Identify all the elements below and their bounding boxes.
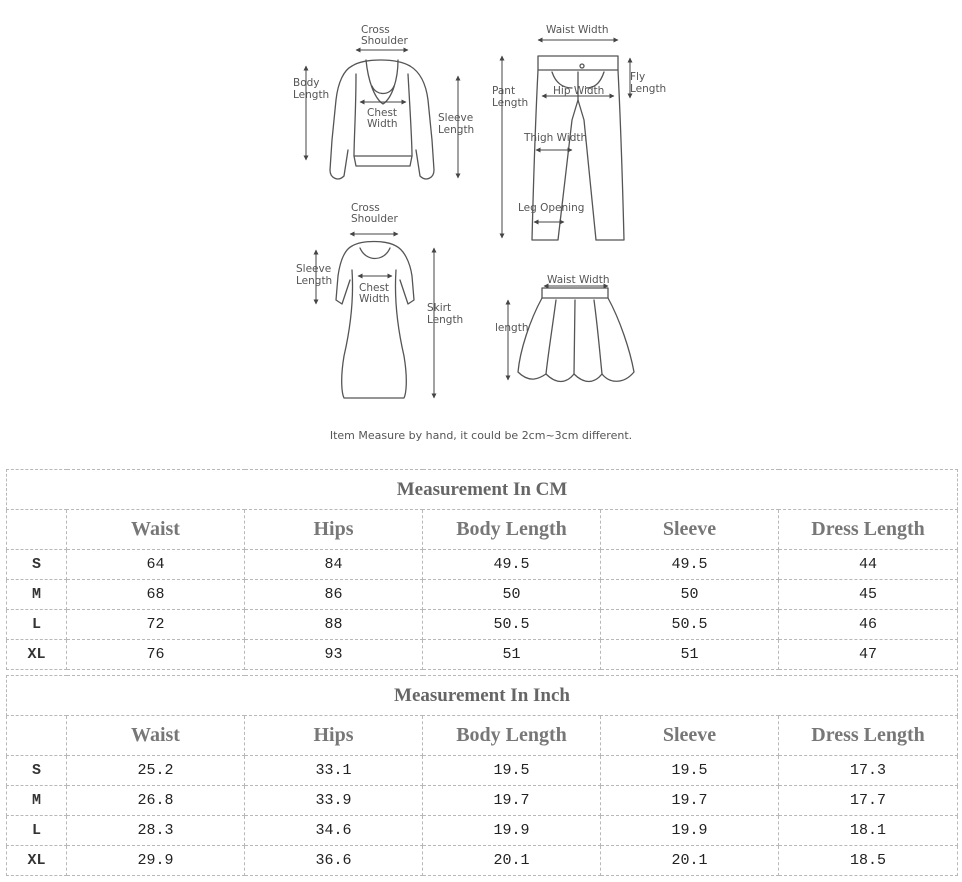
cell-waist: 72 <box>67 610 245 640</box>
label-dress-chest-width-1: Chest <box>359 282 390 294</box>
label-top-body-length-2: Length <box>293 89 330 101</box>
cell-dress-length: 46 <box>779 610 958 640</box>
cell-dress-length: 44 <box>779 550 958 580</box>
header-sleeve: Sleeve <box>601 510 779 550</box>
table-row <box>7 550 958 580</box>
table-row <box>7 756 958 786</box>
label-dress-cross-shoulder-1: Cross <box>351 202 380 214</box>
label-pants-fly-length-1: Fly <box>630 71 646 83</box>
size-label: XL <box>7 846 67 876</box>
cell-hips: 33.9 <box>245 786 423 816</box>
cell-sleeve: 51 <box>601 640 779 670</box>
label-pants-pant-length-2: Length <box>492 97 529 109</box>
header-cell <box>7 716 67 756</box>
label-pants-pant-length-1: Pant <box>492 85 516 97</box>
cell-body-length: 49.5 <box>423 550 601 580</box>
label-pants-leg-opening: Leg Opening <box>518 202 585 214</box>
size-label: XL <box>7 640 67 670</box>
label-skirt-waist-width: Waist Width <box>547 274 610 286</box>
cell-dress-length: 47 <box>779 640 958 670</box>
cell-hips: 88 <box>245 610 423 640</box>
measure-note: Item Measure by hand, it could be 2cm~3cm different. <box>329 429 633 442</box>
header-hips: Hips <box>245 510 423 550</box>
cell-sleeve: 50.5 <box>601 610 779 640</box>
label-top-sleeve-length-2: Length <box>438 124 475 136</box>
size-label: L <box>7 816 67 846</box>
cell-sleeve: 49.5 <box>601 550 779 580</box>
label-top-body-length-1: Body <box>293 77 320 89</box>
skirt-icon <box>518 288 634 382</box>
header-dress-length: Dress Length <box>779 510 958 550</box>
cell-dress-length: 17.3 <box>779 756 958 786</box>
cell-hips: 86 <box>245 580 423 610</box>
cell-sleeve: 19.7 <box>601 786 779 816</box>
cell-sleeve: 50 <box>601 580 779 610</box>
cell-body-length: 19.7 <box>423 786 601 816</box>
size-label: M <box>7 580 67 610</box>
label-top-cross-shoulder-2: Shoulder <box>361 35 408 47</box>
header-hips: Hips <box>245 716 423 756</box>
cell-hips: 93 <box>245 640 423 670</box>
table-row <box>7 786 958 816</box>
cell-waist: 25.2 <box>67 756 245 786</box>
cell-waist: 28.3 <box>67 816 245 846</box>
label-dress-sleeve-length-1: Sleeve <box>296 263 332 275</box>
cell-dress-length: 45 <box>779 580 958 610</box>
label-pants-waist-width: Waist Width <box>546 24 609 36</box>
table-row <box>7 846 958 876</box>
cell-body-length: 51 <box>423 640 601 670</box>
cell-body-length: 50 <box>423 580 601 610</box>
label-dress-chest-width-2: Width <box>359 293 390 305</box>
cell-waist: 76 <box>67 640 245 670</box>
label-top-cross-shoulder-1: Cross <box>361 24 390 36</box>
size-label: M <box>7 786 67 816</box>
cell-hips: 84 <box>245 550 423 580</box>
cell-dress-length: 18.5 <box>779 846 958 876</box>
cell-hips: 36.6 <box>245 846 423 876</box>
size-label: L <box>7 610 67 640</box>
header-body-length: Body Length <box>423 510 601 550</box>
label-dress-skirt-length-1: Skirt <box>427 302 452 314</box>
label-pants-thigh-width: Thigh Width <box>524 132 588 144</box>
label-top-chest-width-2: Width <box>367 118 398 130</box>
cell-dress-length: 17.7 <box>779 786 958 816</box>
label-dress-sleeve-length-2: Length <box>296 275 333 287</box>
cell-hips: 34.6 <box>245 816 423 846</box>
cell-waist: 64 <box>67 550 245 580</box>
cell-body-length: 19.9 <box>423 816 601 846</box>
label-pants-fly-length-2: Length <box>630 83 667 95</box>
cell-waist: 26.8 <box>67 786 245 816</box>
size-label: S <box>7 756 67 786</box>
label-dress-skirt-length-2: Length <box>427 314 464 326</box>
label-skirt-length: length <box>495 322 529 334</box>
label-top-chest-width-1: Chest <box>367 107 398 119</box>
cell-body-length: 19.5 <box>423 756 601 786</box>
label-dress-cross-shoulder-2: Shoulder <box>351 213 398 225</box>
header-sleeve: Sleeve <box>601 716 779 756</box>
header-body-length: Body Length <box>423 716 601 756</box>
size-table-cm <box>6 469 958 670</box>
table-row <box>7 580 958 610</box>
header-cell <box>7 510 67 550</box>
cell-hips: 33.1 <box>245 756 423 786</box>
label-pants-hip-width: Hip Width <box>553 85 605 97</box>
header-dress-length: Dress Length <box>779 716 958 756</box>
cell-dress-length: 18.1 <box>779 816 958 846</box>
cell-sleeve: 19.9 <box>601 816 779 846</box>
cell-sleeve: 20.1 <box>601 846 779 876</box>
header-waist: Waist <box>67 716 245 756</box>
size-table-inch <box>6 675 958 876</box>
header-waist: Waist <box>67 510 245 550</box>
table-title: Measurement In Inch <box>7 676 958 716</box>
cell-sleeve: 19.5 <box>601 756 779 786</box>
table-row <box>7 640 958 670</box>
cell-body-length: 50.5 <box>423 610 601 640</box>
table-title: Measurement In CM <box>7 470 958 510</box>
table-row <box>7 816 958 846</box>
table-row <box>7 610 958 640</box>
cell-waist: 68 <box>67 580 245 610</box>
label-top-sleeve-length-1: Sleeve <box>438 112 474 124</box>
dress-icon <box>336 242 414 399</box>
size-label: S <box>7 550 67 580</box>
cell-body-length: 20.1 <box>423 846 601 876</box>
cell-waist: 29.9 <box>67 846 245 876</box>
